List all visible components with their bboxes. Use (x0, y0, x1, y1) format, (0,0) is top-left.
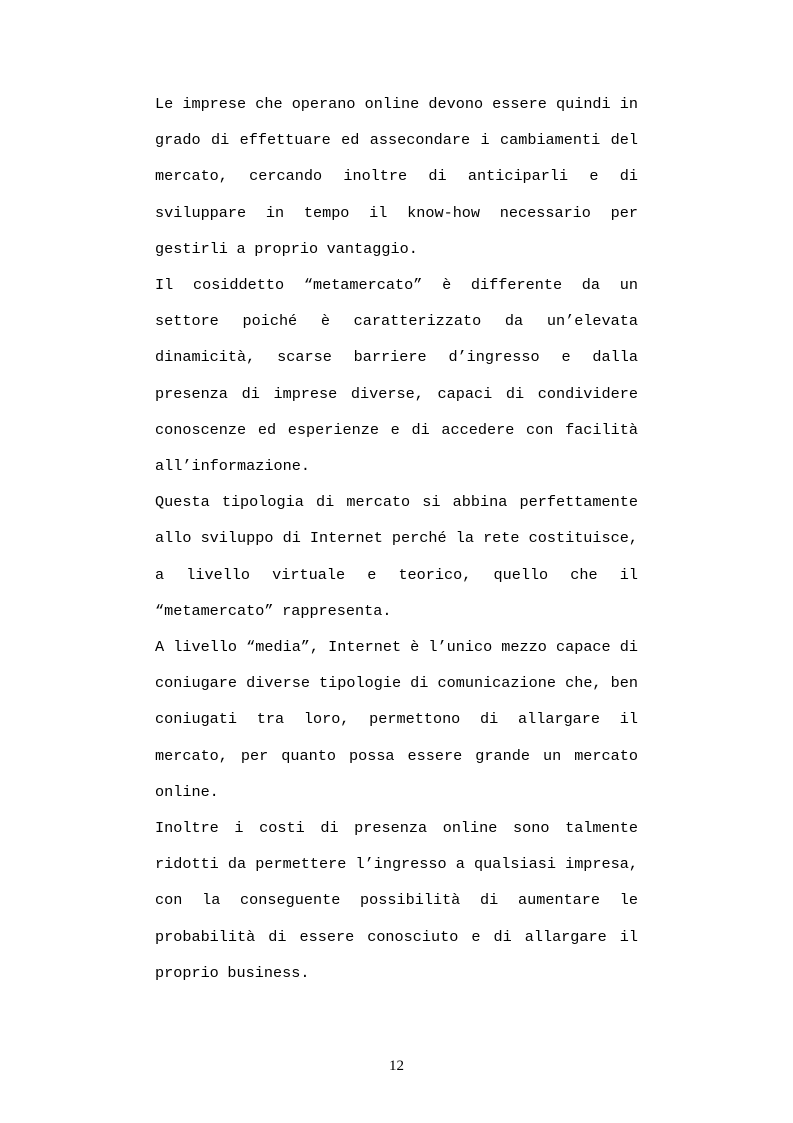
paragraph-2: Il cosiddetto “metamercato” è differente da un settore poiché è caratterizzato da un’elevata dinamicità, scarse barriere d’ingresso e dalla presenza di imprese diverse, capaci di condividere conoscenze ed esperienze e di accedere con facilità all’informazione. (155, 276, 638, 476)
paragraph-4: A livello “media”, Internet è l’unico mezzo capace di coniugare diverse tipologie di comunicazione che, ben coniugati tra loro, permettono di allargare il mercato, per quanto possa essere grande un mercato online. (155, 638, 638, 801)
paragraph-3: Questa tipologia di mercato si abbina perfettamente allo sviluppo di Internet perché la rete costituisce, a livello virtuale e teorico, quello che il “metamercato” rappresenta. (155, 493, 638, 620)
document-body (155, 86, 638, 991)
paragraph-1: Le imprese che operano online devono essere quindi in grado di effettuare ed assecondare i cambiamenti del mercato, cercando inoltre di anticiparli e di sviluppare in tempo il know-how necessario per gestirli a proprio vantaggio. (155, 95, 638, 258)
page-number: 12 (389, 1058, 404, 1074)
paragraph-5: Inoltre i costi di presenza online sono talmente ridotti da permettere l’ingresso a qualsiasi impresa, con la conseguente possibilità di aumentare le probabilità di essere conosciuto e di allargare il proprio business. (155, 819, 638, 982)
